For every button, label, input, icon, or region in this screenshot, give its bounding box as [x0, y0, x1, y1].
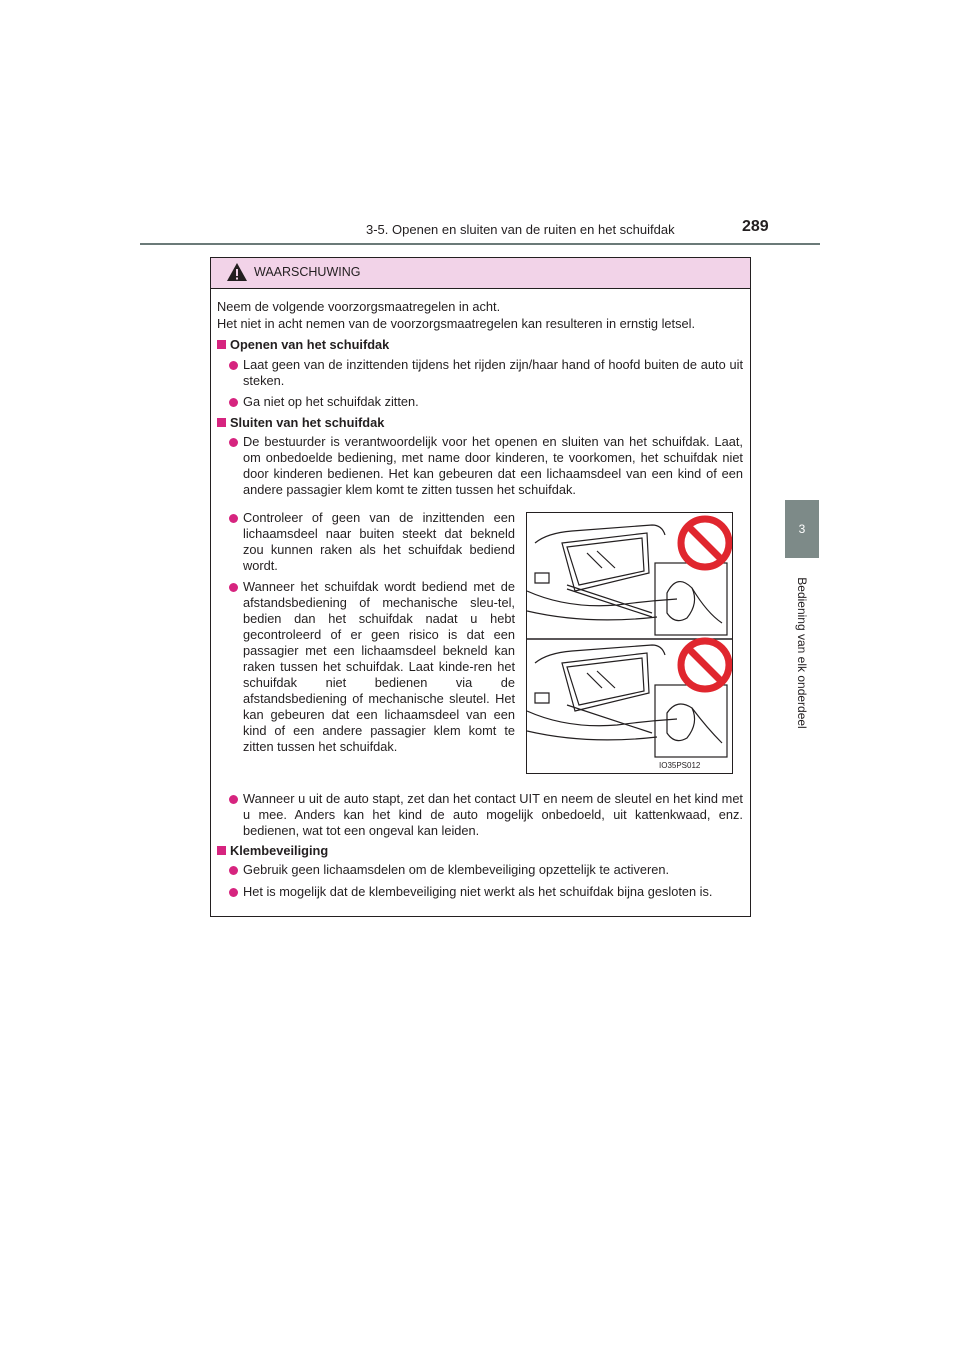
warning-intro-1: Neem de volgende voorzorgsmaatregelen in acht.	[217, 299, 501, 314]
section-heading	[217, 415, 384, 430]
section-heading	[217, 843, 328, 858]
section-heading	[217, 337, 389, 352]
list-item: Ga niet op het schuifdak zitten.	[243, 394, 419, 409]
prohibition-icon	[681, 641, 729, 689]
square-bullet-icon	[217, 340, 226, 349]
section-title: Sluiten van het schuifdak	[230, 415, 385, 430]
list-item: Wanneer het schuifdak wordt bediend met de afstandsbediening of mechanische sleu-tel, bedien dan het schuifdak nadat u hebt gecontroleerd of er geen risico is dat een passagier met een lichaamsdeel bekneld kan raken tussen het schuifdak. Laat kinde-ren het schuifdak niet bedienen via de afstandsbediening of mechanische sleutel. Het kan gebeuren dat een lichaamsdeel van een kind of een andere passagier klem komt te zitten tussen het schuifdak.	[243, 579, 515, 754]
square-bullet-icon	[217, 846, 226, 855]
header-rule	[140, 243, 820, 245]
bullet-dot-icon	[229, 438, 238, 447]
sunroof-drawing	[527, 513, 732, 773]
square-bullet-icon	[217, 418, 226, 427]
page-number: 289	[742, 218, 769, 235]
chapter-title	[792, 568, 812, 738]
list-item: Wanneer u uit de auto stapt, zet dan het contact UIT en neem de sleutel en het kind met u mee. Anders kan het kind de auto mogelijk onbedoeld, uit kattenkwaad, enz. bedienen, wat tot een ongeval kan leiden.	[243, 791, 743, 838]
list-item: Laat geen van de inzittenden tijdens het rijden zijn/haar hand of hoofd buiten de auto uit steken.	[243, 357, 743, 388]
bullet-dot-icon	[229, 888, 238, 897]
warning-intro-2: Het niet in acht nemen van de voorzorgsmaatregelen kan resulteren in ernstig letsel.	[217, 316, 696, 331]
warning-triangle-icon	[226, 262, 248, 282]
list-item: De bestuurder is verantwoordelijk voor het openen en sluiten van het schuifdak. Laat, om onbedoelde bediening, met name door kinderen, te voorkomen, het schuifdak niet door kinderen bedienen. Het kan gebeuren dat een lichaamsdeel van een kind of een andere passagier klem komt te zitten tussen het schuifdak.	[243, 434, 743, 497]
figure-caption: IO35PS012	[659, 761, 701, 770]
sunroof-illustration	[526, 512, 733, 774]
warning-label: WAARSCHUWING	[254, 265, 361, 279]
bullet-dot-icon	[229, 361, 238, 370]
list-item: Gebruik geen lichaamsdelen om de klembeveiliging opzettelijk te activeren.	[243, 862, 670, 877]
bullet-dot-icon	[229, 866, 238, 875]
header-section-title: 3-5. Openen en sluiten van de ruiten en het schuifdak	[366, 222, 675, 237]
list-item: Het is mogelijk dat de klembeveiliging niet werkt als het schuifdak bijna gesloten is.	[243, 884, 713, 899]
bullet-dot-icon	[229, 583, 238, 592]
prohibition-icon	[681, 519, 729, 567]
bullet-dot-icon	[229, 398, 238, 407]
section-title: Openen van het schuifdak	[230, 337, 390, 352]
warning-header	[211, 258, 750, 289]
bullet-dot-icon	[229, 514, 238, 523]
chapter-title-text: Bediening van elk onderdeel	[795, 577, 809, 729]
section-title: Klembeveiliging	[230, 843, 329, 858]
list-item: Controleer of geen van de inzittenden een lichaamsdeel naar buiten steekt dat bekneld zou kunnen raken als het schuifdak bediend wordt.	[243, 510, 515, 573]
bullet-dot-icon	[229, 795, 238, 804]
chapter-tab: 3	[785, 500, 819, 558]
